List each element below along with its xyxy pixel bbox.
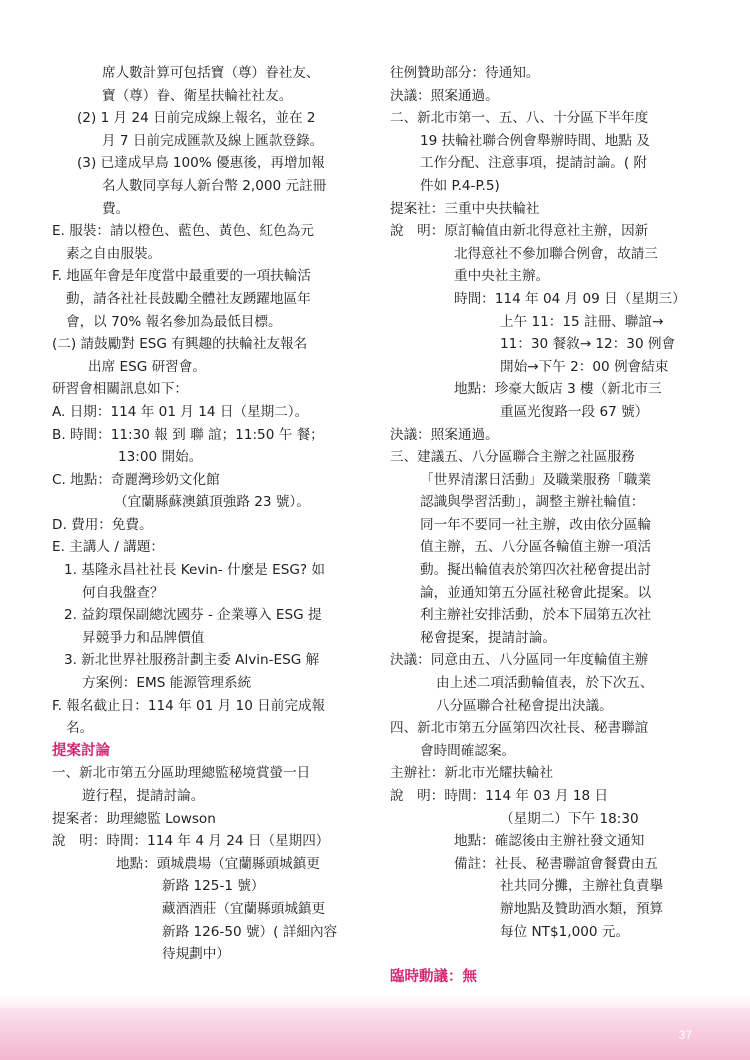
right-column bbox=[390, 62, 706, 988]
text-line: （星期二）下午 18:30 bbox=[500, 810, 639, 827]
text-line: 素之自由服裝。 bbox=[66, 245, 162, 262]
text-line: 會時間確認案。 bbox=[420, 742, 516, 759]
text-line: 件如 P.4-P.5) bbox=[420, 177, 500, 194]
text-line: 值主辦，五、八分區各輪值主辦一項活 bbox=[420, 539, 652, 556]
text-line: 論，並通知第五分區社秘會此提案。以 bbox=[420, 584, 652, 601]
section-heading: 提案討論 bbox=[52, 742, 110, 759]
text-line: 利主辦社安排活動，於本下屆第五次社 bbox=[420, 607, 652, 624]
text-line: 社共同分攤，主辦社負責擧 bbox=[500, 878, 664, 895]
text-line: （宜蘭縣蘇澳鎮頂強路 23 號）。 bbox=[114, 494, 310, 511]
text-line: 提案社：三重中央扶輪社 bbox=[390, 200, 540, 217]
left-column bbox=[52, 62, 370, 966]
text-line: 由上述二項活動輪值表，於下次五、 bbox=[436, 675, 654, 692]
text-line: 同一年不要同一社主辦，改由依分區輪 bbox=[420, 516, 652, 533]
text-line: 新路 125-1 號） bbox=[162, 878, 265, 895]
text-line: 重中央社主辦。 bbox=[454, 268, 550, 285]
text-line: 出席 ESG 研習會。 bbox=[88, 358, 206, 375]
text-line: 待規劃中） bbox=[162, 946, 230, 963]
text-line: 說 明：時間：114 年 03 月 18 日 bbox=[390, 788, 609, 804]
text-line: 二、新北市第一、五、八、十分區下半年度 bbox=[390, 110, 649, 127]
text-line: 上午 11：15 註冊、聯誼→ bbox=[500, 313, 664, 330]
text-line: 八分區聯合社秘會提出決議。 bbox=[436, 697, 613, 714]
text-line: 席人數計算可包括寶（尊）眷社友、 bbox=[102, 65, 320, 81]
text-line: 寶（尊）眷、衛星扶輪社社友。 bbox=[102, 87, 293, 104]
text-line: 名。 bbox=[66, 720, 94, 737]
text-line: 四、新北市第五分區第四次社長、秘書聯誼 bbox=[390, 720, 649, 737]
page-number: 37 bbox=[678, 1028, 692, 1042]
text-line: 昇競爭力和品牌價值 bbox=[82, 629, 205, 646]
text-line: 往例贊助部分：待通知。 bbox=[390, 65, 540, 81]
text-line: 名人數同享每人新台幣 2,000 元註冊 bbox=[102, 177, 327, 194]
text-line: C. 地點：奇麗灣珍奶文化館 bbox=[52, 471, 220, 488]
text-line: 主辦社：新北市光耀扶輪社 bbox=[390, 765, 554, 782]
text-line: F. 報名截止日：114 年 01 月 10 日前完成報 bbox=[52, 697, 326, 714]
text-line: 11：30 餐敘→ 12：30 例會 bbox=[500, 336, 676, 353]
text-line: 藏酒酒莊（宜蘭縣頭城鎮更 bbox=[162, 900, 326, 917]
text-line: 月 7 日前完成匯款及線上匯款登錄。 bbox=[102, 132, 324, 149]
text-line: 費。 bbox=[102, 200, 130, 217]
text-line: 決議：同意由五、八分區同一年度輪值主辦 bbox=[390, 652, 649, 669]
text-line: E. 服裝：請以橙色、藍色、黃色、紅色為元 bbox=[52, 223, 314, 240]
text-line: 每位 NT$1,000 元。 bbox=[500, 923, 630, 940]
text-line: (二) 請鼓勵對 ESG 有興趣的扶輪社友報名 bbox=[52, 336, 308, 353]
text-line: 動，請各社社長鼓勵全體社友踴躍地區年 bbox=[66, 290, 311, 307]
text-line: 重區光復路一段 67 號） bbox=[500, 403, 649, 420]
text-line: 提案者：助理總監 Lowson bbox=[52, 810, 216, 827]
text-line: D. 費用：免費。 bbox=[52, 516, 153, 533]
text-line: 研習會相關訊息如下： bbox=[52, 381, 188, 398]
text-line: 地點：珍豪大飯店 3 樓（新北市三 bbox=[454, 381, 662, 398]
text-line: 地點：確認後由主辦社發文通知 bbox=[454, 833, 645, 850]
text-line: 2. 益鈞環保副總沈國芬 - 企業導入 ESG 提 bbox=[64, 607, 322, 624]
text-line: 北得意社不參加聯合例會，故請三 bbox=[454, 245, 658, 262]
text-line: 工作分配、注意事項，提請討論。( 附 bbox=[420, 155, 648, 172]
text-line: F. 地區年會是年度當中最重要的一項扶輪活 bbox=[52, 268, 311, 285]
text-line: 辦地點及贊助酒水類，預算 bbox=[500, 900, 664, 917]
text-line: 決議：照案通過。 bbox=[390, 426, 499, 443]
text-line: A. 日期：114 年 01 月 14 日（星期二）。 bbox=[52, 403, 309, 420]
text-line: 何自我盤查？ bbox=[82, 584, 164, 601]
text-line: 遊行程，提請討論。 bbox=[82, 788, 205, 804]
text-line: 方案例：EMS 能源管理系統 bbox=[82, 675, 252, 692]
text-line: 認識與學習活動」，調整主辦社輪值： bbox=[420, 494, 645, 511]
text-line: 備註：社長、秘書聯誼會餐費由五 bbox=[454, 855, 658, 872]
text-line: 開始→下午 2：00 例會結束 bbox=[500, 358, 669, 375]
text-line: 時間：114 年 04 月 09 日（星期三） bbox=[454, 290, 686, 307]
text-line: 19 扶輪社聯合例會舉辦時間、地點 及 bbox=[420, 132, 650, 149]
text-line: 說 明：時間：114 年 4 月 24 日（星期四） bbox=[52, 833, 330, 850]
text-line: 會，以 70% 報名參加為最低目標。 bbox=[66, 313, 282, 330]
text-line: 地點：頭城農場（宜蘭縣頭城鎮更 bbox=[116, 855, 320, 872]
text-line: 13:00 開始。 bbox=[118, 449, 203, 466]
text-line: 決議：照案通過。 bbox=[390, 87, 499, 104]
text-line: B. 時間：11:30 報 到 聯 誼；11:50 午 餐； bbox=[52, 426, 324, 443]
text-line: E. 主講人 / 講題： bbox=[52, 539, 165, 556]
text-line: 動。擬出輪值表於第四次社秘會提出討 bbox=[420, 562, 652, 579]
text-line: 「世界清潔日活動」及職業服務「職業 bbox=[420, 471, 652, 488]
text-line: 三、建議五、八分區聯合主辦之社區服務 bbox=[390, 449, 635, 466]
section-heading: 臨時動議：無 bbox=[390, 968, 477, 985]
text-line: 說 明：原訂輪值由新北得意社主辦，因新 bbox=[390, 223, 649, 240]
text-line: (3) 已達成早鳥 100% 優惠後，再增加報 bbox=[77, 155, 325, 172]
text-line: 新路 126-50 號）( 詳細內容 bbox=[162, 923, 338, 940]
text-line: 秘會提案，提請討論。 bbox=[420, 629, 556, 646]
text-line: 3. 新北世界社服務計劃主委 Alvin-ESG 解 bbox=[64, 652, 320, 669]
text-line bbox=[390, 943, 706, 966]
text-line: 1. 基隆永昌社社長 Kevin- 什麼是 ESG? 如 bbox=[64, 562, 326, 579]
text-line: (2) 1 月 24 日前完成線上報名，並在 2 bbox=[77, 110, 316, 127]
footer-band bbox=[0, 1008, 750, 1060]
text-line: 一、新北市第五分區助理總監秘境賞螢一日 bbox=[52, 765, 311, 782]
